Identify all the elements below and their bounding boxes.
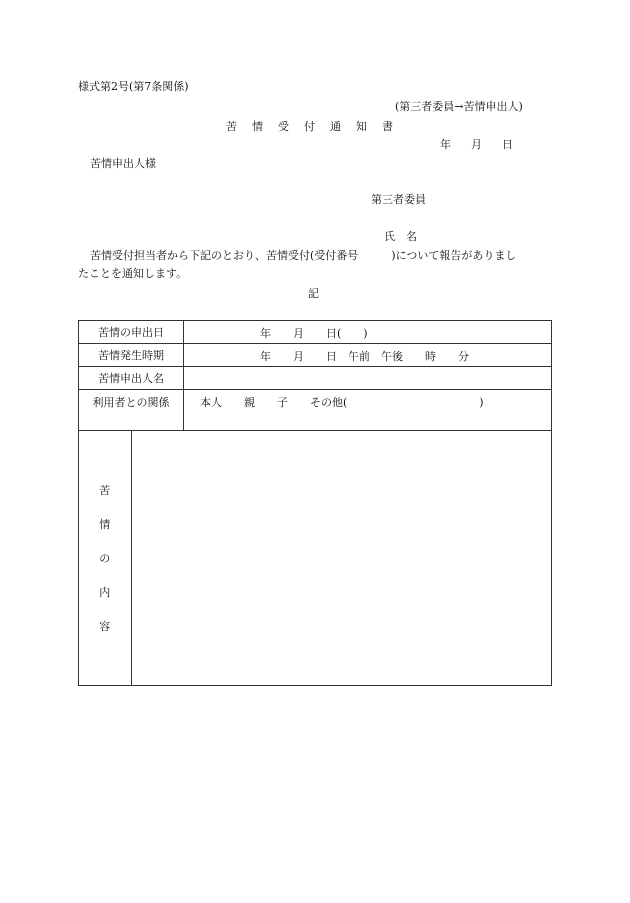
routing-note: (第三者委員→苦情申出人): [395, 100, 523, 113]
day-label: 日: [502, 138, 513, 151]
table-row: [79, 344, 552, 367]
title-char: 書: [382, 120, 393, 133]
content-label-char: 内: [99, 586, 111, 599]
content-label-char: の: [99, 552, 111, 565]
month-label: 月: [471, 138, 482, 151]
complainant-name-field[interactable]: [184, 367, 552, 390]
body-text-line-2: たことを通知します。: [78, 267, 188, 280]
table-row: [79, 390, 552, 431]
occurrence-time-value: 年 月 日 午前 午後 時 分: [260, 350, 469, 363]
complaint-content-field[interactable]: [131, 431, 552, 686]
title-char: 苦: [226, 120, 237, 133]
filing-date-field[interactable]: [184, 321, 552, 344]
relationship-options: 本人 親 子 その他( ): [200, 396, 484, 409]
table-row: [79, 321, 552, 344]
complainant-name-label: 苦情申出人名: [79, 367, 184, 390]
content-label-char: 容: [99, 620, 111, 633]
occurrence-time-label: 苦情発生時期: [79, 344, 184, 367]
relationship-field[interactable]: [184, 390, 552, 431]
addressee: 苦情申出人様: [90, 157, 156, 170]
notation-ki: 記: [308, 287, 319, 300]
year-label: 年: [440, 138, 451, 151]
table-row: [79, 367, 552, 390]
title-char: 通: [330, 120, 341, 133]
title-char: 情: [252, 120, 263, 133]
occurrence-time-field[interactable]: [184, 344, 552, 367]
name-label: 氏 名: [384, 230, 417, 243]
table-row: [79, 431, 552, 686]
body-text-line-1: 苦情受付担当者から下記のとおり、苦情受付(受付番号 )について報告がありまし: [90, 249, 517, 262]
complaint-content-label: [79, 431, 132, 686]
document-title: [226, 120, 408, 134]
issue-date: [440, 138, 533, 152]
title-char: 受: [278, 120, 289, 133]
title-char: 知: [356, 120, 367, 133]
filing-date-label: 苦情の申出日: [79, 321, 184, 344]
form-number: 様式第2号(第7条関係): [78, 80, 189, 93]
complaint-table: [78, 320, 552, 686]
relationship-label: 利用者との関係: [79, 390, 184, 431]
content-label-char: 情: [99, 518, 111, 531]
filing-date-value: 年 月 日( ): [260, 327, 368, 340]
title-char: 付: [304, 120, 315, 133]
sender: 第三者委員: [371, 193, 426, 206]
content-label-char: 苦: [99, 484, 111, 497]
